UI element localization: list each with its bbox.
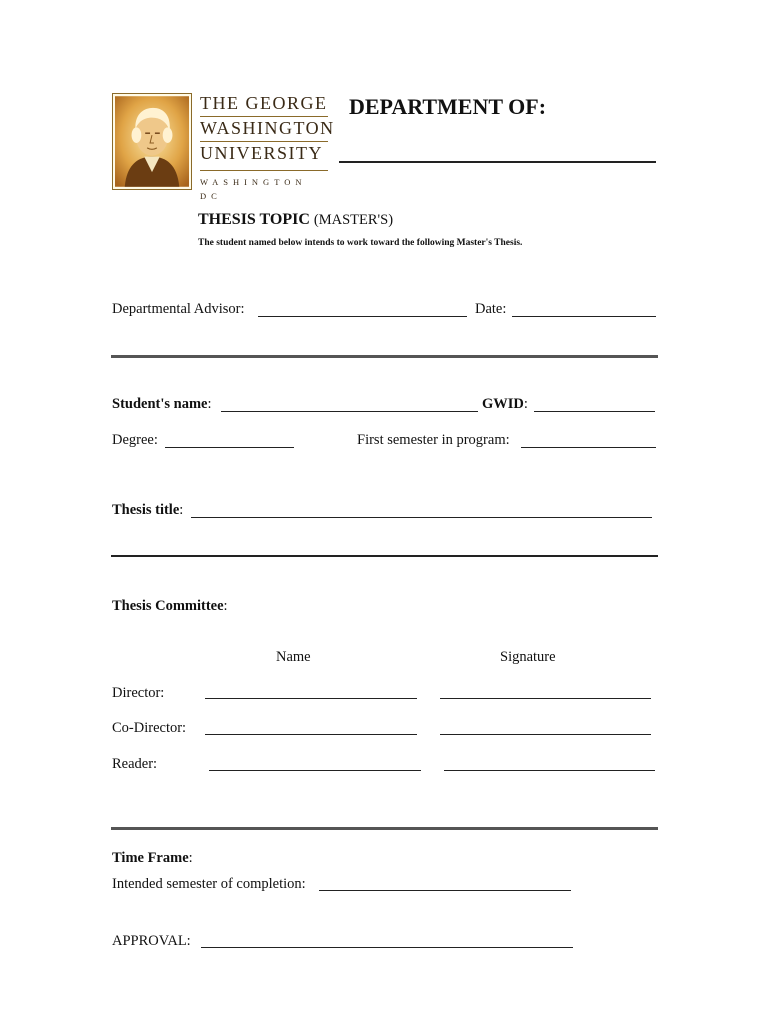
university-logo-wordmark — [200, 92, 335, 203]
time-frame-colon: : — [188, 850, 193, 866]
logo-line-2: WASHINGTON — [200, 116, 328, 141]
director-signature-field[interactable] — [440, 698, 651, 699]
department-label: DEPARTMENT OF: — [349, 94, 547, 119]
completion-label: Intended semester of completion: — [112, 876, 306, 892]
washington-portrait-icon — [115, 96, 189, 187]
time-frame-label: Time Frame — [112, 850, 189, 866]
thesis-topic-intro: The student named below intends to work toward the following Master's Thesis. — [198, 238, 523, 248]
gwid-field[interactable] — [534, 411, 655, 412]
thesis-title-field-line-2[interactable] — [111, 555, 658, 557]
thesis-topic-heading — [198, 211, 393, 229]
date-label: Date: — [475, 301, 507, 317]
first-semester-field[interactable] — [521, 447, 656, 448]
degree-field[interactable] — [165, 447, 294, 448]
section-divider-2 — [111, 827, 658, 830]
logo-line-1: THE GEORGE — [200, 93, 328, 113]
student-name-colon: : — [207, 396, 212, 412]
co-director-signature-field[interactable] — [440, 734, 651, 735]
student-name-label: Student's name — [112, 396, 208, 412]
committee-signature-header: Signature — [500, 649, 556, 665]
committee-label-wrap — [112, 598, 228, 615]
time-frame-label-wrap — [112, 850, 193, 867]
university-seal-portrait — [112, 93, 192, 190]
thesis-title-label-wrap — [112, 502, 183, 519]
advisor-label: Departmental Advisor: — [112, 301, 245, 317]
degree-label: Degree: — [112, 432, 158, 448]
co-director-name-field[interactable] — [205, 734, 417, 735]
committee-name-header: Name — [276, 649, 311, 665]
co-director-label: Co-Director: — [112, 720, 187, 736]
first-semester-label: First semester in program: — [357, 432, 510, 448]
approval-field[interactable] — [201, 947, 573, 948]
student-name-label-wrap — [112, 396, 212, 413]
thesis-title-label: Thesis title — [112, 502, 180, 518]
gwid-label: GWID — [482, 396, 524, 412]
date-field[interactable] — [512, 316, 656, 317]
completion-field[interactable] — [319, 890, 571, 891]
thesis-topic-suffix: (MASTER'S) — [313, 212, 394, 228]
logo-line-4: WASHINGTON DC — [200, 170, 328, 203]
department-field[interactable] — [339, 161, 656, 163]
director-name-field[interactable] — [205, 698, 417, 699]
committee-label: Thesis Committee — [112, 598, 224, 614]
reader-signature-field[interactable] — [444, 770, 655, 771]
student-name-field[interactable] — [221, 411, 478, 412]
advisor-field[interactable] — [258, 316, 467, 317]
thesis-title-field[interactable] — [191, 517, 652, 518]
gwid-colon: : — [523, 396, 528, 412]
approval-label: APPROVAL: — [112, 933, 191, 949]
reader-label: Reader: — [112, 756, 158, 772]
committee-colon: : — [223, 598, 228, 614]
reader-name-field[interactable] — [209, 770, 421, 771]
thesis-topic-title: THESIS TOPIC — [198, 211, 310, 228]
section-divider — [111, 355, 658, 358]
director-label: Director: — [112, 685, 165, 701]
gwid-label-wrap — [482, 396, 528, 413]
thesis-title-colon: : — [179, 502, 184, 518]
logo-line-3: UNIVERSITY — [200, 141, 328, 166]
